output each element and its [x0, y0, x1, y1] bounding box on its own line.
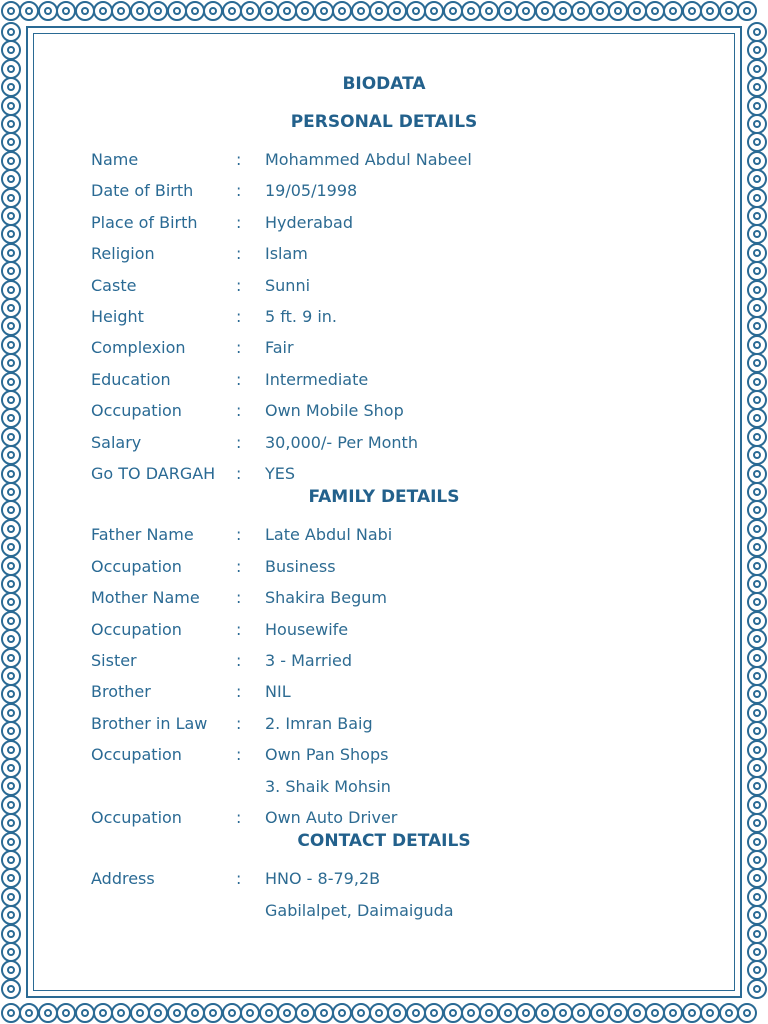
border-ornament-icon [259, 1003, 279, 1023]
border-ornament-icon [130, 1, 150, 21]
border-ornament-icon [747, 243, 767, 263]
border-ornament-icon [747, 556, 767, 576]
border-ornament-icon [663, 1003, 683, 1023]
colon-separator: : [236, 588, 242, 608]
detail-value: YES [265, 464, 296, 483]
border-ornament-icon [369, 1, 389, 21]
border-ornament-icon [1, 519, 21, 539]
border-ornament-icon [1, 611, 21, 631]
border-ornament-icon [747, 813, 767, 833]
border-ornament-icon [222, 1003, 242, 1023]
colon-separator: : [236, 338, 242, 358]
colon-separator: : [236, 713, 242, 733]
detail-value: Hyderabad [265, 212, 353, 232]
detail-value: Own Pan Shops [265, 745, 389, 765]
border-ornament-icon [1, 188, 21, 208]
ornamental-border-right [746, 22, 768, 1002]
border-ornament-icon [1, 868, 21, 888]
border-ornament-icon [443, 1, 463, 21]
border-ornament-icon [747, 776, 767, 796]
border-ornament-icon [516, 1003, 536, 1023]
detail-label: Address [91, 869, 155, 889]
border-ornament-icon [461, 1, 481, 21]
border-ornament-icon [406, 1, 426, 21]
border-ornament-icon [608, 1, 628, 21]
detail-value: 3 - Married [265, 651, 353, 670]
border-ornament-icon [1, 758, 21, 778]
border-ornament-icon [747, 40, 767, 60]
border-ornament-icon [38, 1003, 58, 1023]
border-ornament-icon [747, 795, 767, 815]
border-ornament-icon [1, 776, 21, 796]
border-ornament-icon [1, 261, 21, 281]
border-ornament-icon [645, 1003, 665, 1023]
border-ornament-icon [608, 1003, 628, 1023]
border-ornament-icon [148, 1, 168, 21]
border-ornament-icon [406, 1003, 426, 1023]
border-ornament-icon [1, 427, 21, 447]
border-ornament-icon [38, 1, 58, 21]
border-ornament-icon [553, 1, 573, 21]
border-ornament-icon [747, 960, 767, 980]
border-ornament-icon [747, 924, 767, 944]
border-ornament-icon [314, 1, 334, 21]
border-ornament-icon [1, 979, 21, 999]
ornamental-border-bottom [0, 1002, 768, 1024]
border-ornament-icon [443, 1003, 463, 1023]
colon-separator: : [236, 651, 242, 670]
border-ornament-icon [1, 151, 21, 171]
border-ornament-icon [747, 316, 767, 336]
border-ornament-icon [571, 1003, 591, 1023]
border-ornament-icon [1, 1003, 21, 1023]
border-ornament-icon [747, 868, 767, 888]
border-ornament-icon [1, 408, 21, 428]
border-ornament-icon [479, 1003, 499, 1023]
detail-value: 2. Imran Baig [265, 713, 373, 733]
border-ornament-icon [747, 537, 767, 557]
border-ornament-icon [747, 758, 767, 778]
ornamental-border-left [0, 22, 22, 1002]
border-ornament-icon [56, 1003, 76, 1023]
border-ornament-icon [747, 942, 767, 962]
border-ornament-icon [387, 1003, 407, 1023]
detail-label: Father Name [91, 525, 194, 545]
border-ornament-icon [1, 224, 21, 244]
detail-value: Intermediate [265, 369, 369, 389]
border-ornament-icon [747, 169, 767, 189]
border-ornament-icon [1, 721, 21, 741]
border-ornament-icon [747, 592, 767, 612]
border-ornament-icon [1, 243, 21, 263]
detail-value: Sunni [265, 275, 311, 295]
border-ornament-icon [1, 335, 21, 355]
border-ornament-icon [1, 556, 21, 576]
detail-value: Gabilalpet, Daimaiguda [265, 900, 454, 920]
border-ornament-icon [719, 1003, 739, 1023]
border-ornament-icon [167, 1, 187, 21]
border-ornament-icon [203, 1003, 223, 1023]
border-ornament-icon [1, 813, 21, 833]
border-ornament-icon [747, 151, 767, 171]
border-ornament-icon [747, 611, 767, 631]
border-ornament-icon [498, 1003, 518, 1023]
border-ornament-icon [1, 132, 21, 152]
border-ornament-icon [1, 795, 21, 815]
border-ornament-icon [1, 169, 21, 189]
colon-separator: : [236, 369, 242, 389]
section-heading: PERSONAL DETAILS [290, 112, 478, 132]
colon-separator: : [236, 619, 242, 639]
border-ornament-icon [75, 1003, 95, 1023]
border-ornament-icon [747, 408, 767, 428]
detail-label: Religion [91, 244, 155, 264]
border-ornament-icon [314, 1003, 334, 1023]
detail-value: Fair [265, 338, 294, 358]
detail-value: Mohammed Abdul Nabeel [265, 150, 472, 169]
border-ornament-icon [148, 1003, 168, 1023]
detail-label: Height [91, 307, 144, 326]
detail-label: Education [91, 369, 171, 389]
border-ornament-icon [627, 1003, 647, 1023]
border-ornament-icon [747, 979, 767, 999]
border-ornament-icon [1, 960, 21, 980]
colon-separator: : [236, 307, 242, 326]
border-ornament-icon [277, 1003, 297, 1023]
border-ornament-icon [747, 905, 767, 925]
detail-value: Business [265, 556, 336, 576]
colon-separator: : [236, 150, 242, 169]
colon-separator: : [236, 556, 242, 576]
border-ornament-icon [1, 1, 21, 21]
border-ornament-icon [424, 1, 444, 21]
border-ornament-icon [700, 1, 720, 21]
border-ornament-icon [747, 390, 767, 410]
detail-label: Occupation [91, 745, 182, 765]
detail-value: 5 ft. 9 in. [265, 307, 337, 326]
border-ornament-icon [535, 1003, 555, 1023]
border-ornament-icon [747, 629, 767, 649]
border-ornament-icon [369, 1003, 389, 1023]
border-ornament-icon [387, 1, 407, 21]
border-ornament-icon [682, 1003, 702, 1023]
border-ornament-icon [719, 1, 739, 21]
detail-value: HNO - 8-79,2B [265, 869, 381, 889]
border-ornament-icon [747, 206, 767, 226]
detail-label: Caste [91, 275, 137, 295]
detail-label: Go TO DARGAH [91, 464, 216, 483]
border-ornament-icon [351, 1003, 371, 1023]
border-ornament-icon [1, 740, 21, 760]
border-ornament-icon [747, 887, 767, 907]
document-title: BIODATA [342, 74, 426, 94]
detail-label: Name [91, 150, 139, 169]
border-ornament-icon [682, 1, 702, 21]
border-ornament-icon [1, 629, 21, 649]
detail-value: Shakira Begum [265, 588, 387, 608]
border-ornament-icon [663, 1, 683, 21]
border-ornament-icon [1, 40, 21, 60]
border-ornament-icon [111, 1, 131, 21]
border-ornament-icon [747, 427, 767, 447]
colon-separator: : [236, 745, 242, 765]
border-ornament-icon [1, 316, 21, 336]
border-ornament-icon [747, 703, 767, 723]
border-ornament-icon [747, 335, 767, 355]
border-ornament-icon [747, 132, 767, 152]
ornamental-border-top [0, 0, 768, 22]
border-ornament-icon [1, 905, 21, 925]
border-ornament-icon [1, 850, 21, 870]
border-ornament-icon [747, 740, 767, 760]
border-ornament-icon [240, 1, 260, 21]
colon-separator: : [236, 808, 242, 827]
border-ornament-icon [535, 1, 555, 21]
border-ornament-icon [747, 445, 767, 465]
detail-label: Occupation [91, 556, 182, 576]
border-ornament-icon [479, 1, 499, 21]
border-ornament-icon [240, 1003, 260, 1023]
detail-label: Occupation [91, 619, 182, 639]
border-ornament-icon [203, 1, 223, 21]
border-ornament-icon [571, 1, 591, 21]
border-ornament-icon [747, 850, 767, 870]
colon-separator: : [236, 275, 242, 295]
border-ornament-icon [332, 1003, 352, 1023]
colon-separator: : [236, 401, 242, 421]
border-ornament-icon [516, 1, 536, 21]
border-ornament-icon [747, 261, 767, 281]
border-ornament-icon [75, 1, 95, 21]
detail-label: Occupation [91, 401, 182, 421]
colon-separator: : [236, 525, 242, 545]
border-ornament-icon [1, 445, 21, 465]
border-ornament-icon [553, 1003, 573, 1023]
border-ornament-icon [645, 1, 665, 21]
border-ornament-icon [1, 574, 21, 594]
border-ornament-icon [590, 1003, 610, 1023]
detail-label: Brother [91, 682, 151, 702]
detail-label: Mother Name [91, 588, 200, 608]
border-ornament-icon [295, 1, 315, 21]
border-ornament-icon [1, 206, 21, 226]
border-ornament-icon [1, 298, 21, 318]
border-ornament-icon [1, 464, 21, 484]
border-ornament-icon [277, 1, 297, 21]
border-ornament-icon [1, 648, 21, 668]
colon-separator: : [236, 464, 242, 483]
border-ornament-icon [19, 1, 39, 21]
detail-label: Brother in Law [91, 713, 208, 733]
detail-value: Late Abdul Nabi [265, 525, 393, 545]
detail-value: Own Auto Driver [265, 808, 398, 827]
detail-value: NIL [265, 682, 291, 702]
colon-separator: : [236, 869, 242, 889]
border-ornament-icon [295, 1003, 315, 1023]
border-ornament-icon [259, 1, 279, 21]
border-ornament-icon [424, 1003, 444, 1023]
border-ornament-icon [1, 22, 21, 42]
border-ornament-icon [747, 666, 767, 686]
border-ornament-icon [747, 188, 767, 208]
detail-label: Date of Birth [91, 181, 194, 201]
border-ornament-icon [747, 22, 767, 42]
border-ornament-icon [747, 519, 767, 539]
border-ornament-icon [737, 1003, 757, 1023]
border-ornament-icon [1, 887, 21, 907]
border-ornament-icon [1, 280, 21, 300]
border-ornament-icon [747, 298, 767, 318]
border-ornament-icon [747, 684, 767, 704]
colon-separator: : [236, 432, 242, 452]
detail-value: Housewife [265, 619, 349, 639]
border-ornament-icon [111, 1003, 131, 1023]
border-ornament-icon [590, 1, 610, 21]
detail-label: Sister [91, 651, 137, 670]
border-ornament-icon [1, 537, 21, 557]
border-ornament-icon [747, 280, 767, 300]
border-ornament-icon [1, 703, 21, 723]
border-ornament-icon [93, 1003, 113, 1023]
border-ornament-icon [747, 648, 767, 668]
border-ornament-icon [1, 390, 21, 410]
border-ornament-icon [1, 666, 21, 686]
detail-label: Occupation [91, 808, 182, 827]
detail-value: Own Mobile Shop [265, 401, 404, 421]
colon-separator: : [236, 682, 242, 702]
section-heading: FAMILY DETAILS [308, 487, 460, 508]
border-ornament-icon [747, 353, 767, 373]
border-ornament-icon [700, 1003, 720, 1023]
border-ornament-icon [498, 1, 518, 21]
border-ornament-icon [747, 372, 767, 392]
border-ornament-icon [747, 574, 767, 594]
border-ornament-icon [130, 1003, 150, 1023]
border-ornament-icon [185, 1, 205, 21]
detail-value: 30,000/- Per Month [265, 432, 418, 452]
detail-label: Place of Birth [91, 212, 198, 232]
border-ornament-icon [747, 224, 767, 244]
detail-value: Islam [265, 244, 308, 264]
detail-label: Salary [91, 432, 142, 452]
section-heading: CONTACT DETAILS [297, 831, 471, 852]
border-ornament-icon [627, 1, 647, 21]
detail-value: 19/05/1998 [265, 181, 358, 201]
border-ornament-icon [222, 1, 242, 21]
border-ornament-icon [1, 942, 21, 962]
border-ornament-icon [737, 1, 757, 21]
border-ornament-icon [332, 1, 352, 21]
border-ornament-icon [93, 1, 113, 21]
border-ornament-icon [1, 684, 21, 704]
border-ornament-icon [19, 1003, 39, 1023]
colon-separator: : [236, 181, 242, 201]
border-ornament-icon [167, 1003, 187, 1023]
border-ornament-icon [747, 721, 767, 741]
border-ornament-icon [1, 592, 21, 612]
border-ornament-icon [351, 1, 371, 21]
border-ornament-icon [1, 372, 21, 392]
border-ornament-icon [461, 1003, 481, 1023]
colon-separator: : [236, 244, 242, 264]
border-ornament-icon [1, 353, 21, 373]
detail-value: 3. Shaik Mohsin [265, 776, 391, 796]
border-ornament-icon [56, 1, 76, 21]
border-ornament-icon [747, 464, 767, 484]
colon-separator: : [236, 212, 242, 232]
detail-label: Complexion [91, 338, 186, 358]
border-ornament-icon [1, 924, 21, 944]
border-ornament-icon [185, 1003, 205, 1023]
